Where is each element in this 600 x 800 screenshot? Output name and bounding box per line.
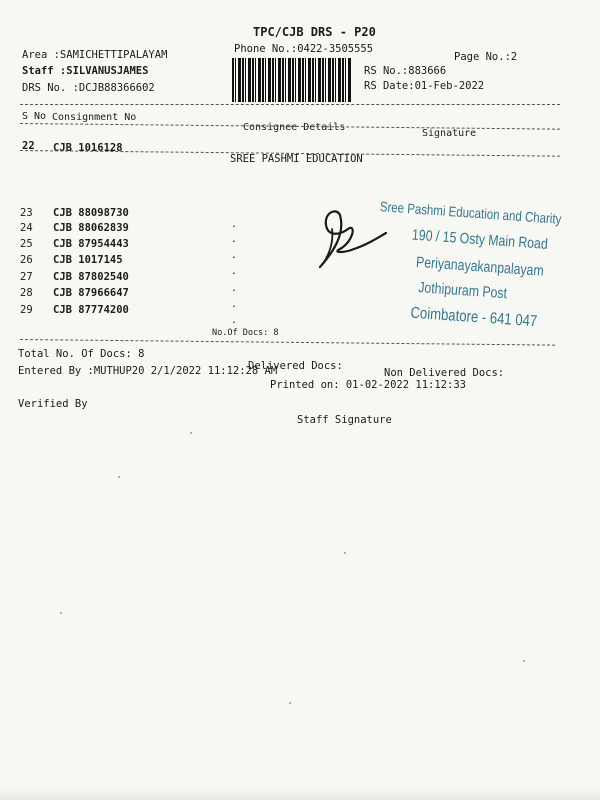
divider xyxy=(20,104,560,105)
row-sno: 24 xyxy=(20,222,33,234)
column-consignment: Consignment No xyxy=(52,112,137,123)
row-consignment: CJB 87954443 xyxy=(53,238,129,250)
column-sno: S No xyxy=(22,111,47,122)
row-consignment: CJB 1017145 xyxy=(53,254,123,266)
scan-speck xyxy=(289,702,291,704)
drs-number: DRS No. :DCJB88366602 xyxy=(22,82,155,94)
entered-by: Entered By :MUTHUP20 2/1/2022 11:12:28 AM xyxy=(18,365,278,377)
total-docs: Total No. Of Docs: 8 xyxy=(18,348,145,360)
row-sno: 22 xyxy=(22,140,35,152)
row-consignee: . xyxy=(231,219,238,230)
row-consignment: CJB 87774200 xyxy=(53,304,129,316)
scan-speck xyxy=(344,552,346,554)
row-sno: 26 xyxy=(20,254,33,266)
stamp-line: Sree Pashmi Education and Charity xyxy=(379,198,562,227)
verified-by: Verified By xyxy=(18,398,88,410)
row-sno: 27 xyxy=(20,271,33,283)
rs-number: RS No.:883666 xyxy=(364,65,447,77)
scan-speck xyxy=(190,432,192,434)
row-consignee: SREE PASHMI EDUCATION xyxy=(230,153,363,165)
staff-signature: Staff Signature xyxy=(297,414,392,426)
delivered-docs: Delivered Docs: xyxy=(248,360,343,372)
row-consignment: CJB 1016128 xyxy=(53,142,123,154)
stamp-line: 190 / 15 Osty Main Road xyxy=(411,226,549,253)
row-consignee: . xyxy=(231,283,238,294)
row-consignment: CJB 88062839 xyxy=(53,222,129,234)
no-of-docs: No.Of Docs: 8 xyxy=(212,328,279,338)
stamp-line: Periyanayakanpalayam xyxy=(415,253,545,280)
company-stamp xyxy=(370,198,580,362)
row-consignment: CJB 88098730 xyxy=(53,207,129,219)
row-consignee: . xyxy=(231,266,238,277)
table-row xyxy=(20,304,240,326)
scan-speck xyxy=(523,660,525,662)
row-consignee: . xyxy=(231,250,238,261)
stamp-line: Jothipuram Post xyxy=(417,279,508,303)
area-label: Area :SAMICHETTIPALAYAM xyxy=(22,49,168,61)
row-consignee: . xyxy=(231,299,238,310)
column-signature: Signature xyxy=(422,128,477,139)
barcode xyxy=(232,58,352,102)
staff-label: Staff :SILVANUSJAMES xyxy=(22,65,149,77)
printed-on: Printed on: 01-02-2022 11:12:33 xyxy=(270,379,466,391)
scan-edge xyxy=(0,788,600,800)
row-sno: 23 xyxy=(20,207,33,219)
row-consignee: . xyxy=(231,315,238,326)
row-sno: 28 xyxy=(20,287,33,299)
rs-date: RS Date:01-Feb-2022 xyxy=(364,80,485,92)
non-delivered-docs: Non Delivered Docs: xyxy=(384,367,505,379)
row-consignee: . xyxy=(231,234,238,245)
document-title: TPC/CJB DRS - P20 xyxy=(253,25,376,39)
row-sno: 29 xyxy=(20,304,33,316)
stamp-line: Coimbatore - 641 047 xyxy=(409,304,538,331)
scan-speck xyxy=(118,476,120,478)
phone-number: Phone No.:0422-3505555 xyxy=(234,43,374,55)
scan-speck xyxy=(60,612,62,614)
row-consignment: CJB 87802540 xyxy=(53,271,129,283)
page-number: Page No.:2 xyxy=(454,51,518,63)
row-consignment: CJB 87966647 xyxy=(53,287,129,299)
column-consignee: Consignee Details xyxy=(243,122,346,133)
row-sno: 25 xyxy=(20,238,33,250)
